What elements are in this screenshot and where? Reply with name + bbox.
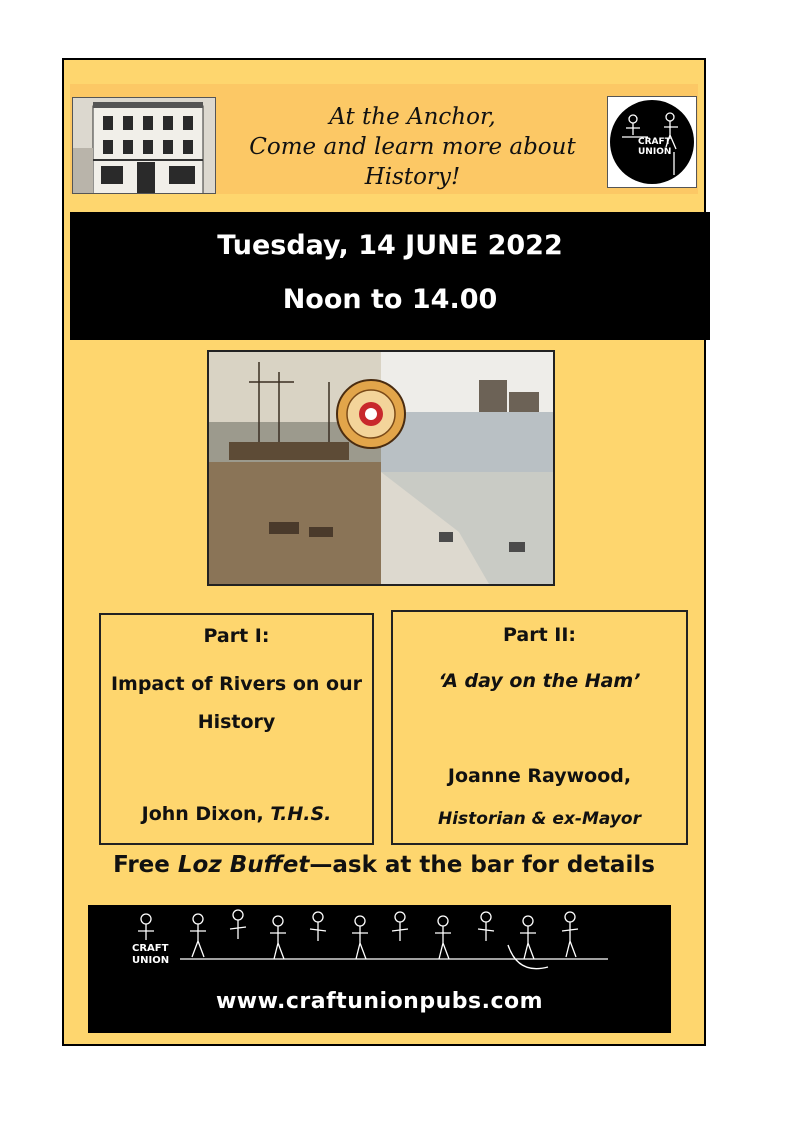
- logo-text-craft: CRAFT: [638, 137, 671, 147]
- anchor-building-photo: [72, 97, 216, 194]
- event-date: Tuesday, 14 JUNE 2022: [217, 230, 563, 261]
- part-two-title: Part II:: [502, 624, 577, 646]
- part-two-speaker-role: Historian & ex-Mayor: [438, 809, 641, 829]
- part-one-title: Part I:: [203, 625, 270, 647]
- event-poster: [62, 58, 706, 1046]
- date-time-banner: [70, 212, 710, 340]
- part-one-topic-line-2: History: [197, 711, 276, 733]
- part-two-topic: ‘A day on the Ham’: [438, 670, 641, 692]
- header-line-2: Come and learn more about: [249, 134, 576, 160]
- header-line-1: At the Anchor,: [329, 104, 496, 130]
- logo-text-union: UNION: [638, 147, 672, 157]
- header-line-3: History!: [364, 164, 461, 190]
- river-scene-illustration: [209, 352, 553, 584]
- part-two-speaker: Joanne Raywood,: [447, 765, 632, 787]
- buffet-suffix: —ask at the bar for details: [309, 852, 655, 878]
- footer-logo-text-union: UNION: [132, 955, 170, 966]
- buffet-prefix: Free: [113, 852, 178, 878]
- craft-union-logo: [607, 96, 697, 188]
- footer-pub-crowd-illustration: [88, 905, 671, 985]
- footer-banner: [88, 905, 671, 1033]
- buffet-name: Loz Buffet: [177, 852, 310, 878]
- buffet-notice: [64, 852, 704, 878]
- part-one-topic-line-1: Impact of Rivers on our: [110, 673, 363, 695]
- website-link[interactable]: www.craftunionpubs.com: [215, 989, 544, 1014]
- event-time: Noon to 14.00: [282, 284, 498, 315]
- craft-union-logo-graphic: [608, 97, 696, 187]
- header-headline: [220, 102, 605, 192]
- building-illustration: [73, 98, 216, 194]
- river-scene-image: [207, 350, 555, 586]
- header-band: [70, 84, 698, 194]
- part-one-speaker-affiliation: T.H.S.: [270, 803, 332, 825]
- part-one-box: [99, 613, 374, 845]
- part-one-speaker-name: John Dixon,: [141, 803, 271, 825]
- footer-logo-text-craft: CRAFT: [132, 943, 169, 954]
- part-two-box: [391, 610, 688, 845]
- part-one-speaker: [101, 797, 372, 831]
